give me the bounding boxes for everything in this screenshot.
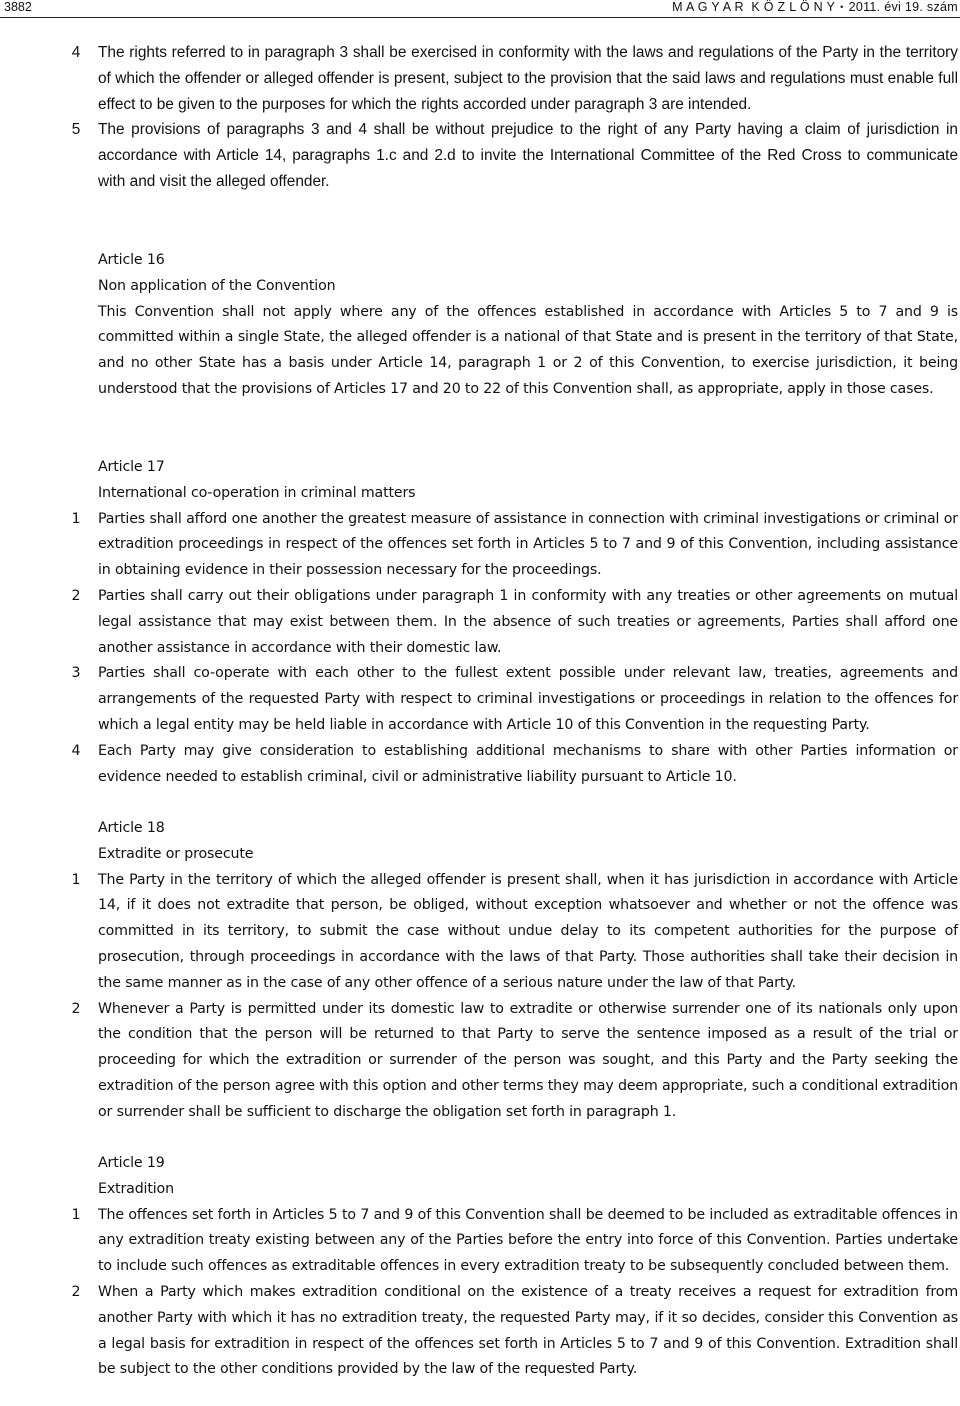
article-label: Article 18 [98,820,165,836]
article-title: Extradite or prosecute [98,845,254,862]
paragraph-text: The rights referred to in paragraph 3 shall be exercised in conformity with the laws and regulations of the Party in the territory of which the offender or alleged offender is present, subject to the provision that the said laws and regulations must enable full effect to be given to the purposes for which the rights accorded under paragraph 3 are intended. [98,44,958,113]
paragraph-2 [66,584,958,661]
article-18 [66,816,958,1126]
paragraph-number: 4 [71,44,81,61]
paragraph-text: Whenever a Party is permitted under its domestic law to extradite or otherwise surrender one of its nationals only upon the condition that the person will be returned to that Party to serve the sentence imposed as a result of the trial or proceeding for which the extradition or surrender of the person was sought, and this Party and the Party seeking the extradition of the person agree with this option and other terms they may deem appropriate, such a conditional extradition or surrender shall be sufficient to discharge the obligation set forth in paragraph 1. [98,1000,958,1120]
article-label: Article 17 [98,459,165,475]
paragraph-4 [66,739,958,791]
paragraph-text: Each Party may give consideration to establishing additional mechanisms to share with other Parties information or evidence needed to establish criminal, civil or administrative liability pursuant to Article 10. [98,742,958,785]
paragraph-number: 2 [71,1000,81,1017]
paragraph-number: 3 [71,665,81,682]
article-title: Extradition [98,1180,174,1197]
page-number: 3882 [4,0,32,14]
paragraph-text: The offences set forth in Articles 5 to 7 and 9 of this Convention shall be deemed to be included as extraditable offences in any extradition treaty existing between any of the Parties before the entry into force of this Convention. Parties undertake to include such offences as extraditable offences in every extradition treaty to be subsequently concluded between them. [98,1206,958,1275]
paragraph-text: Parties shall co-operate with each other to the fullest extent possible under relevant law, treaties, agreements and arrangements of the requested Party with respect to criminal investigations or proceedings in relation to the offences for which a legal entity may be held liable in accordance with Article 10 of this Convention in the requesting Party. [98,665,958,733]
paragraph-text: The provisions of paragraphs 3 and 4 shall be without prejudice to the right of any Party having a claim of jurisdiction in accordance with Article 14, paragraphs 1.c and 2.d to invite the International Committee of the Red Cross to communicate with and visit the alleged offender. [98,121,958,190]
page-header [0,0,960,16]
paragraph-1 [66,1203,958,1280]
article-label: Article 19 [98,1155,165,1171]
paragraph-text: This Convention shall not apply where any of the offences established in accordance with Articles 5 to 7 and 9 is committed within a single State, the alleged offender is a national of that State and is present in the territory of that State, and no other State has a basis under Article 14, paragraph 1 or 2 of this Convention, to exercise jurisdiction, it being understood that the provisions of Articles 17 and 20 to 22 of this Convention shall, as appropriate, apply in those cases. [98,303,958,397]
article-19 [66,1151,958,1383]
paragraph-number: 1 [71,1206,81,1223]
paragraph-number: 4 [71,742,81,759]
paragraph-number: 1 [71,871,81,888]
journal-title: M A G Y A R K Ö Z L Ö N Y [672,0,836,14]
article-16 [66,248,958,403]
paragraph-2 [66,1280,958,1383]
paragraph-number: 2 [71,587,81,604]
paragraph-number: 2 [71,1283,81,1300]
paragraph-5 [66,117,958,194]
paragraph-4 [66,40,958,117]
paragraph-text: Parties shall afford one another the greatest measure of assistance in connection with criminal investigations or criminal or extradition proceedings in respect of the offences set forth in Articles 5 to 7 and 9 of this Convention, including assistance in obtaining evidence in their possession necessary for the proceedings. [98,510,958,579]
separator-bullet: • [840,2,844,12]
article-title: Non application of the Convention [98,277,336,294]
header-rule [0,17,960,18]
issue-label: 2011. évi 19. szám [848,0,958,14]
paragraph-number: 5 [71,121,81,139]
continued-paragraphs [66,40,958,195]
paragraph-text: Parties shall carry out their obligations under paragraph 1 in conformity with any treaties or other agreements on mutual legal assistance that may exist between them. In the absence of such treaties or agreements, Parties shall afford one another assistance in accordance with their domestic law. [98,587,958,656]
article-body [66,300,958,403]
paragraph-number: 1 [71,510,81,527]
paragraph-2 [66,997,958,1126]
article-17 [66,455,958,790]
article-label: Article 16 [98,252,165,268]
paragraph-text: The Party in the territory of which the alleged offender is present shall, when it has jurisdiction in accordance with Article 14, if it does not extradite that person, be obliged, without exception whatsoever and whether or not the offence was committed in its territory, to submit the case without undue delay to its competent authorities for the purpose of prosecution, through proceedings in accordance with the laws of that Party. Those authorities shall take their decision in the same manner as in the case of any other offence of a serious nature under the law of that Party. [98,871,958,991]
paragraph-1 [66,868,958,997]
paragraph-text: When a Party which makes extradition conditional on the existence of a treaty receives a request for extradition from another Party with which it has no extradition treaty, the requested Party may, if it so decides, consider this Convention as a legal basis for extradition in respect of the offences set forth in Articles 5 to 7 and 9 of this Convention. Extradition shall be subject to the other conditions provided by the law of the requested Party. [98,1283,958,1378]
article-title: International co-operation in criminal matters [98,484,416,501]
paragraph-3 [66,661,958,738]
journal-masthead [672,0,958,14]
paragraph-1 [66,507,958,584]
